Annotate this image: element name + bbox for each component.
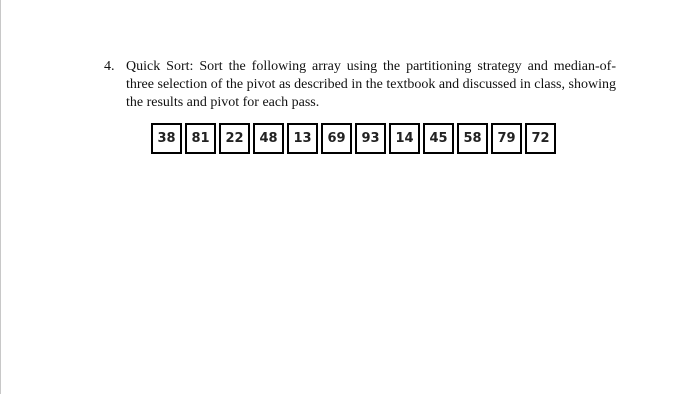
array-cell: 13: [287, 123, 318, 154]
question-number: 4.: [104, 59, 115, 74]
array-cell: 48: [253, 123, 284, 154]
array-cell: 93: [355, 123, 386, 154]
array-cell: 14: [389, 123, 420, 154]
question-block: [104, 58, 616, 112]
array-cell: 22: [219, 123, 250, 154]
question-text: Quick Sort: Sort the following array using the partitioning strategy and median-of-three selection of the pivot as described in the textbook and discussed in class, showing the results and pivot for each pass.: [126, 59, 616, 110]
array-cell: 81: [185, 123, 216, 154]
array-cell: 38: [151, 123, 182, 154]
array-cell: 45: [423, 123, 454, 154]
array-cell: 79: [491, 123, 522, 154]
array-boxes: [151, 123, 556, 154]
array-cell: 72: [525, 123, 556, 154]
array-cell: 69: [321, 123, 352, 154]
page-left-border: [0, 0, 1, 394]
array-cell: 58: [457, 123, 488, 154]
